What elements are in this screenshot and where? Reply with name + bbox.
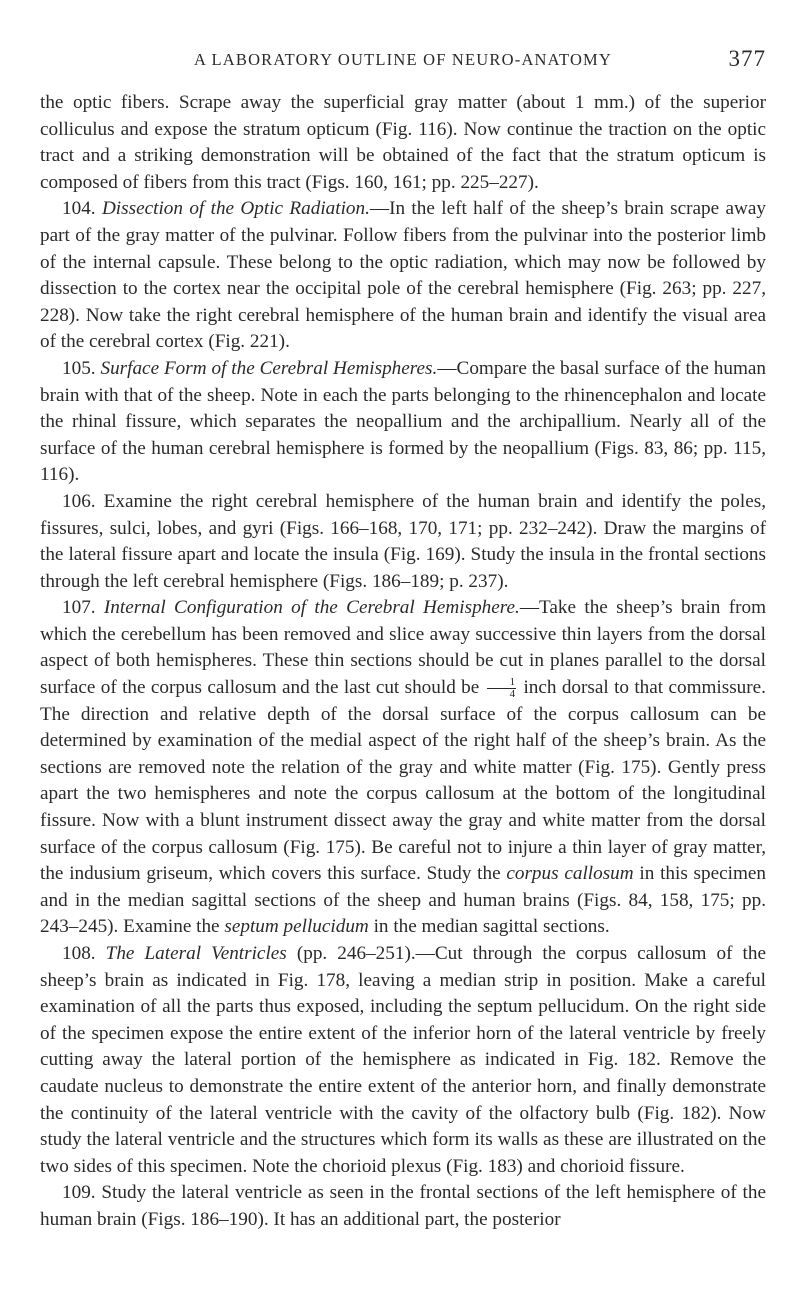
paragraph-105 [40,356,766,489]
paragraph-106 [40,489,766,595]
text-run: 104. [62,198,102,220]
text-run: 109. Study the lateral ventricle as seen in the frontal sections of the left hemisphere of the human brain (Figs. 186–190). It has an additional part, the posterior [40,1182,766,1230]
text-run: in the median sagittal sections. [368,916,610,938]
paragraph-107 [40,595,766,941]
italic-text: septum pellucidum [224,916,369,938]
text-run: in this specimen and in the median sagittal sections of the sheep and human brains (Figs. 84, 158, 175; pp. 243–245). Examine the [40,863,767,938]
text-run: —In the left half of the sheep’s brain scrape away part of the gray matter of the pulvinar. Follow fibers from the pulvinar into the posterior limb of the internal capsule. These belong to the optic radiation, which may now be followed by dissection to the cortex near the occipital pole of the cerebral hemisphere (Fig. 263; pp. 227, 228). Now take the right cerebral hemisphere of the human brain and identify the visual area of the cerebral cortex (Fig. 221). [40,198,767,353]
text-run: 105. [62,357,101,379]
text-run: 107. [62,597,104,619]
fraction [487,677,517,700]
page-number: 377 [728,46,766,71]
paragraph-108 [40,941,766,1180]
body-text [40,90,766,1234]
text-run: (pp. 246–251).—Cut through the corpus callosum of the sheep’s brain as indicated in Fig. 178, leaving a median strip in position. Make a careful examination of all the parts thus exposed, including the septum pellucidum. On the right side of the specimen expose the entire extent of the inferior horn of the lateral ventricle by freely cutting away the lateral portion of the hemisphere as indicated in Fig. 182. Remove the caudate nucleus to demonstrate the entire extent of the anterior horn, and finally demonstrate the continuity of the lateral ventricle with the cavity of the olfactory bulb (Fig. 182). Now study the lateral ventricle and the structures which form its walls as these are illustrated on the two sides of this specimen. Note the chorioid plexus (Fig. 183) and chorioid fissure. [40,943,766,1177]
paragraph-109 [40,1180,766,1233]
text-run: —Take the sheep’s brain from which the cerebellum has been removed and slice away successive thin layers from the dorsal aspect of both hemispheres. These thin sections should be cut in planes parallel to the dorsal surface of the corpus callosum and the last cut should be [40,597,766,699]
text-run: —Compare the basal surface of the human brain with that of the sheep. Note in each the parts belonging to the rhinencephalon and locate the rhinal fissure, which separates the neopallium and the archipallium. Nearly all of the surface of the human cerebral hemisphere is formed by the neopallium (Figs. 83, 86; pp. 115, 116). [40,357,767,486]
italic-text: Surface Form of the Cerebral Hemispheres. [100,357,438,379]
paragraph-104 [40,196,766,356]
italic-text: The Lateral Ventricles [105,943,287,964]
text-run: inch dorsal to that commissure. The direction and relative depth of the dorsal surface of the corpus callosum can be determined by examination of the medial aspect of the right half of the sheep’s brain. As the sections are removed note the relation of the gray and white matter (Fig. 175). Gently press apart the two hemispheres and note the corpus callosum at the bottom of the longitudinal fissure. Now with a blunt instrument dissect away the gray and white matter from the dorsal surface of the corpus callosum (Fig. 175). Be careful not to injure a thin layer of gray matter, the indusium griseum, which covers this surface. Study the [40,677,766,885]
fraction-numerator: 1 [487,677,517,689]
italic-text: Dissection of the Optic Radiation. [101,198,370,220]
text-run: 108. [62,943,106,964]
text-run: the optic fibers. Scrape away the superficial gray matter (about 1 mm.) of the superior colliculus and expose the stratum opticum (Fig. 116). Now continue the traction on the optic tract and a striking demonstration will be obtained of the fact that the stratum opticum is composed of fibers from this tract (Figs. 160, 161; pp. 225–227). [40,92,766,193]
paragraph-continuation [40,90,766,196]
running-title: A LABORATORY OUTLINE OF NEURO-ANATOMY [193,50,613,69]
running-head [40,46,766,76]
fraction-denominator: 4 [509,688,516,701]
italic-text: Internal Configuration of the Cerebral Hemisphere. [103,597,520,619]
text-run: 106. Examine the right cerebral hemisphere of the human brain and identify the poles, fissures, sulci, lobes, and gyri (Figs. 166–168, 170, 171; pp. 232–242). Draw the margins of the lateral fissure apart and locate the insula (Fig. 169). Study the insula in the frontal sections through the left cerebral hemisphere (Figs. 186–189; p. 237). [40,490,766,592]
italic-text: corpus callosum [506,863,634,885]
